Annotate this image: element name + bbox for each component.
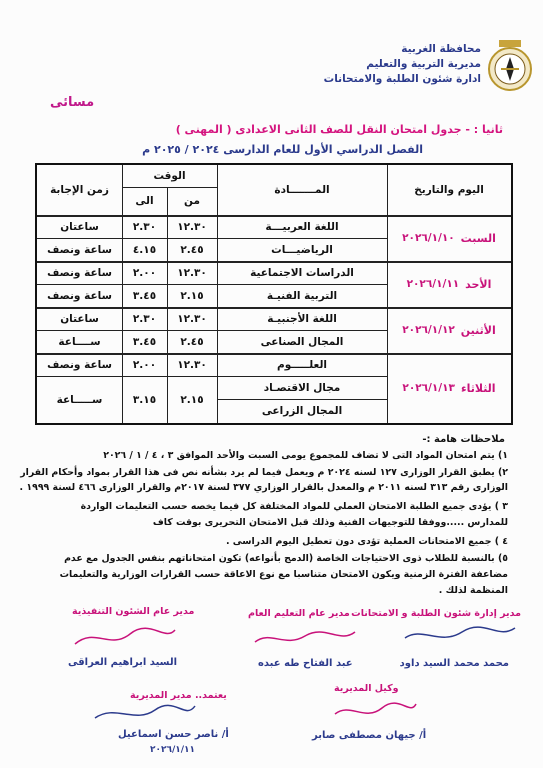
day-cell [387, 261, 511, 307]
row-to: ٣.٤٥ [132, 335, 157, 348]
row-to: ٤.١٥ [132, 243, 157, 256]
day-cell [387, 307, 511, 353]
row-from: ٢.٤٥ [180, 243, 204, 256]
gharbia-seal-icon [487, 38, 533, 96]
header-subject: المـــــــادة [274, 184, 330, 196]
approve-role: يعتمد.. مدير المديرية [130, 690, 227, 701]
day-date: ٢٠٢٦/١/١٣ [402, 382, 455, 394]
header-duration: زمن الإجابة [50, 184, 109, 196]
header-from: من [184, 195, 200, 207]
row-subject: الدراسات الاجتماعية [250, 266, 354, 279]
exec-director-name: السيد ابراهيم العراقى [68, 657, 178, 668]
note-line: ٥) بالنسبة للطلاب ذوى الاحتياجات الخاصة (الدمج بأنواعه) تكون امتحاناتهم بنفس الجدول مع عدم [64, 553, 508, 564]
row-subject: التربية الفنيـة [266, 289, 338, 302]
day-date: ٢٠٢٦/١/١٢ [402, 324, 455, 336]
note-line: الوزارى رقم ٣١٣ لسنه ٢٠١١ م والمعدل بالقرار الوزاري ٣٧٧ لسنة ٢٠١٧م والقرار الوزارى ٤٦٦ لسنة ١٩٩٩ . [19, 482, 508, 493]
evening-label: مسائى [50, 95, 95, 110]
exams-director-name: محمد محمد السيد داود [399, 658, 509, 669]
notes-title: ملاحظات هامة :- [422, 434, 505, 445]
note-line: للمدارس .....ووفقا للتوجيهات الفنية وذلك قبل الامتحان التحريرى بوقت كاف [152, 517, 508, 528]
row-duration: ساعة ونصف [47, 289, 112, 302]
day-date: ٢٠٢٦/١/١٠ [402, 232, 455, 244]
exams-director-role: مدير إدارة شئون الطلبة و الامتحانات [351, 608, 521, 619]
header-time: الوقت [153, 170, 186, 182]
exec-director-role: مدير عام الشئون التنفيذية [72, 606, 195, 617]
signature-scribble-approve [90, 700, 200, 728]
row-subject: العلـــــوم [277, 358, 327, 371]
row-from: ٢.٤٥ [180, 335, 204, 348]
row-to: ٢.٣٠ [132, 220, 157, 233]
row-to: ٣.١٥ [132, 393, 157, 406]
signature-scribble-exams [400, 620, 520, 652]
row-to: ٢.٠٠ [132, 358, 157, 371]
row-duration: ساعة ونصف [47, 266, 112, 279]
note-line: ٣ ) يؤدى جميع الطلبة الامتحان العملي للمواد المختلفة كل فيما يخصه حسب التعليمات الواردة [80, 501, 508, 512]
row-from: ١٢.٣٠ [177, 266, 207, 279]
note-line: المنظمة لذلك . [438, 585, 508, 596]
note-line: مضاعفة الفترة الزمنية ويكون الامتحان متناسبا مع نوع الاعاقة حسب القرارات الوزارية والتعليمات [59, 569, 508, 580]
row-duration: ساعتان [60, 220, 99, 233]
schedule-table [35, 163, 513, 425]
note-line: ٢) يطبق القرار الوزارى ١٢٧ لسنه ٢٠٢٤ م ويعمل فيما لم يرد بشأنه نص فى هذا القرار بمواد وأحكام القرار [20, 467, 508, 478]
day-name: السبت [460, 231, 496, 245]
approve-name: أ/ ناصر حسن اسماعيل [118, 729, 229, 740]
row-from: ١٢.٣٠ [177, 220, 207, 233]
deputy-name: أ/ جيهان مصطفى صابر [312, 730, 427, 741]
signature-scribble-exec [70, 622, 180, 654]
row-from: ٢.١٥ [180, 289, 204, 302]
row-duration: ســـــاعة [56, 393, 103, 406]
row-duration: ساعة ونصف [47, 243, 112, 256]
schedule-subtitle: الفصل الدراسي الأول للعام الدارسى ٢٠٢٤ / ٢٠٢٥ م [142, 143, 423, 156]
row-duration: ســــاعة [58, 335, 101, 348]
row-subject: اللغة الأجنبيـة [267, 312, 337, 325]
row-subject: المجال الصناعى [260, 335, 344, 348]
day-name: الأثنين [460, 323, 496, 337]
row-to: ٢.٠٠ [132, 266, 157, 279]
note-line: ٤ ) جميع الامتحانات العملية تؤدى دون تعطيل اليوم الدراسى . [225, 536, 508, 547]
row-duration: ساعتان [60, 312, 99, 325]
row-subject: الرياضيـــات [271, 243, 333, 256]
approve-date: ٢٠٢٦/١/١١ [150, 745, 196, 755]
row-subject: اللغة العربيـــة [265, 220, 339, 233]
department: ادارة شئون الطلبة والامتحانات [323, 73, 481, 85]
header-lines [324, 42, 481, 87]
day-cell [387, 215, 511, 261]
signature-scribble-edu [250, 622, 360, 654]
day-date: ٢٠٢٦/١/١١ [406, 278, 460, 290]
row-to: ٢.٣٠ [132, 312, 157, 325]
row-from: ١٢.٣٠ [177, 358, 207, 371]
governorate: محافظة الغربية [401, 43, 481, 55]
note-line: ١) يتم امتحان المواد التى لا تضاف للمجموع يومى السبت والأحد الموافق ٣ ، ٤ / ١ / ٢٠٢٦ [103, 450, 508, 461]
directorate: مديرية التربية والتعليم [366, 58, 481, 70]
edu-director-name: عبد الفتاح طه عبده [258, 658, 353, 669]
row-subject: مجال الاقتصـاد [263, 381, 341, 394]
header-day-date: اليوم والتاريخ [414, 184, 484, 196]
deputy-role: وكيل المديرية [334, 683, 399, 694]
row-from: ٢.١٥ [180, 393, 204, 406]
day-name: الأحد [465, 277, 492, 291]
edu-director-role: مدير عام التعليم العام [248, 608, 350, 619]
row-duration: ساعة ونصف [47, 358, 112, 371]
day-cell [387, 353, 511, 423]
day-name: الثلاثاء [460, 381, 496, 395]
schedule-title: ثانيا : - جدول امتحان النقل للصف الثانى الاعدادى ( المهنى ) [175, 123, 503, 136]
row-to: ٣.٤٥ [132, 289, 157, 302]
row-subject: المجال الزراعى [261, 405, 343, 417]
signature-scribble-deputy [330, 698, 420, 726]
row-from: ١٢.٣٠ [177, 312, 207, 325]
header-to: الى [135, 195, 154, 207]
